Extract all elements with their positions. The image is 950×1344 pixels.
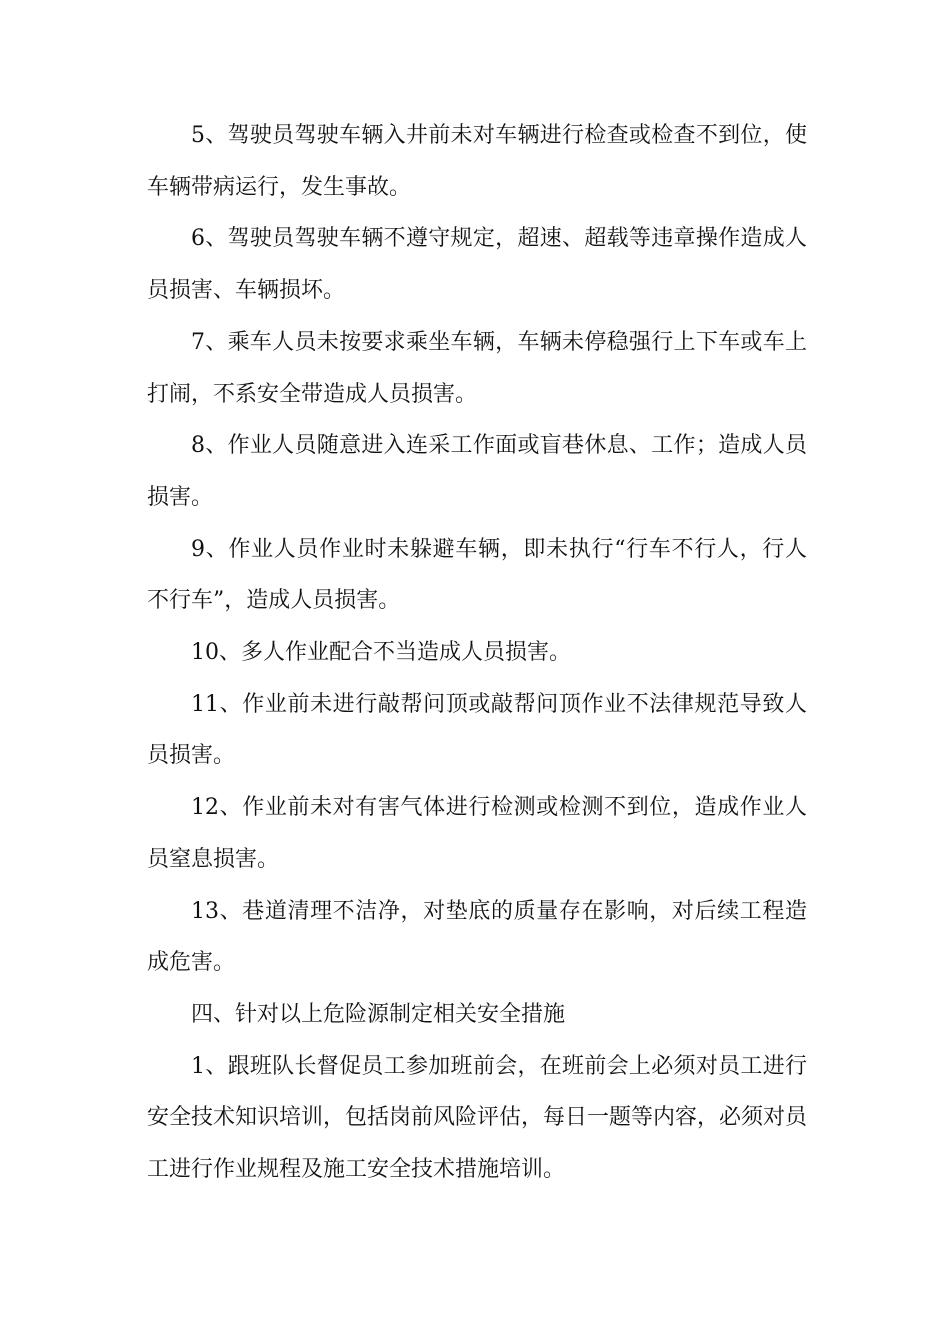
paragraph-hazard-6: 6、驾驶员驾驶车辆不遵守规定，超速、超载等违章操作造成人员损害、车辆损坏。: [147, 226, 807, 304]
paragraph-hazard-8: 8、作业人员随意进入连采工作面或盲巷休息、工作；造成人员损害。: [147, 433, 807, 510]
section-heading-safety-measures: 四、针对以上危险源制定相关安全措施: [191, 1001, 566, 1027]
paragraph-hazard-13: 13、巷道清理不洁净，对垫底的质量存在影响，对后续工程造成危害。: [147, 898, 807, 976]
document-body: [147, 110, 807, 1196]
paragraph-hazard-9: 9、作业人员作业时未躲避车辆，即未执行“行车不行人，行人不行车”，造成人员损害。: [147, 536, 807, 614]
paragraph-measure-1: 1、跟班队长督促员工参加班前会，在班前会上必须对员工进行安全技术知识培训，包括岗前风险评估，每日一题等内容，必须对员工进行作业规程及施工安全技术措施培训。: [147, 1053, 808, 1183]
paragraph-hazard-7: 7、乘车人员未按要求乘坐车辆，车辆未停稳强行上下车或车上打闹，不系安全带造成人员损害。: [147, 329, 807, 407]
paragraph-hazard-10: 10、多人作业配合不当造成人员损害。: [191, 640, 571, 666]
paragraph-hazard-5: 5、驾驶员驾驶车辆入井前未对车辆进行检查或检查不到位，使车辆带病运行，发生事故。: [147, 123, 807, 200]
paragraph-hazard-12: 12、作业前未对有害气体进行检测或检测不到位，造成作业人员窒息损害。: [147, 795, 807, 872]
paragraph-hazard-11: 11、作业前未进行敲帮问顶或敲帮问顶作业不法律规范导致人员损害。: [147, 691, 807, 769]
